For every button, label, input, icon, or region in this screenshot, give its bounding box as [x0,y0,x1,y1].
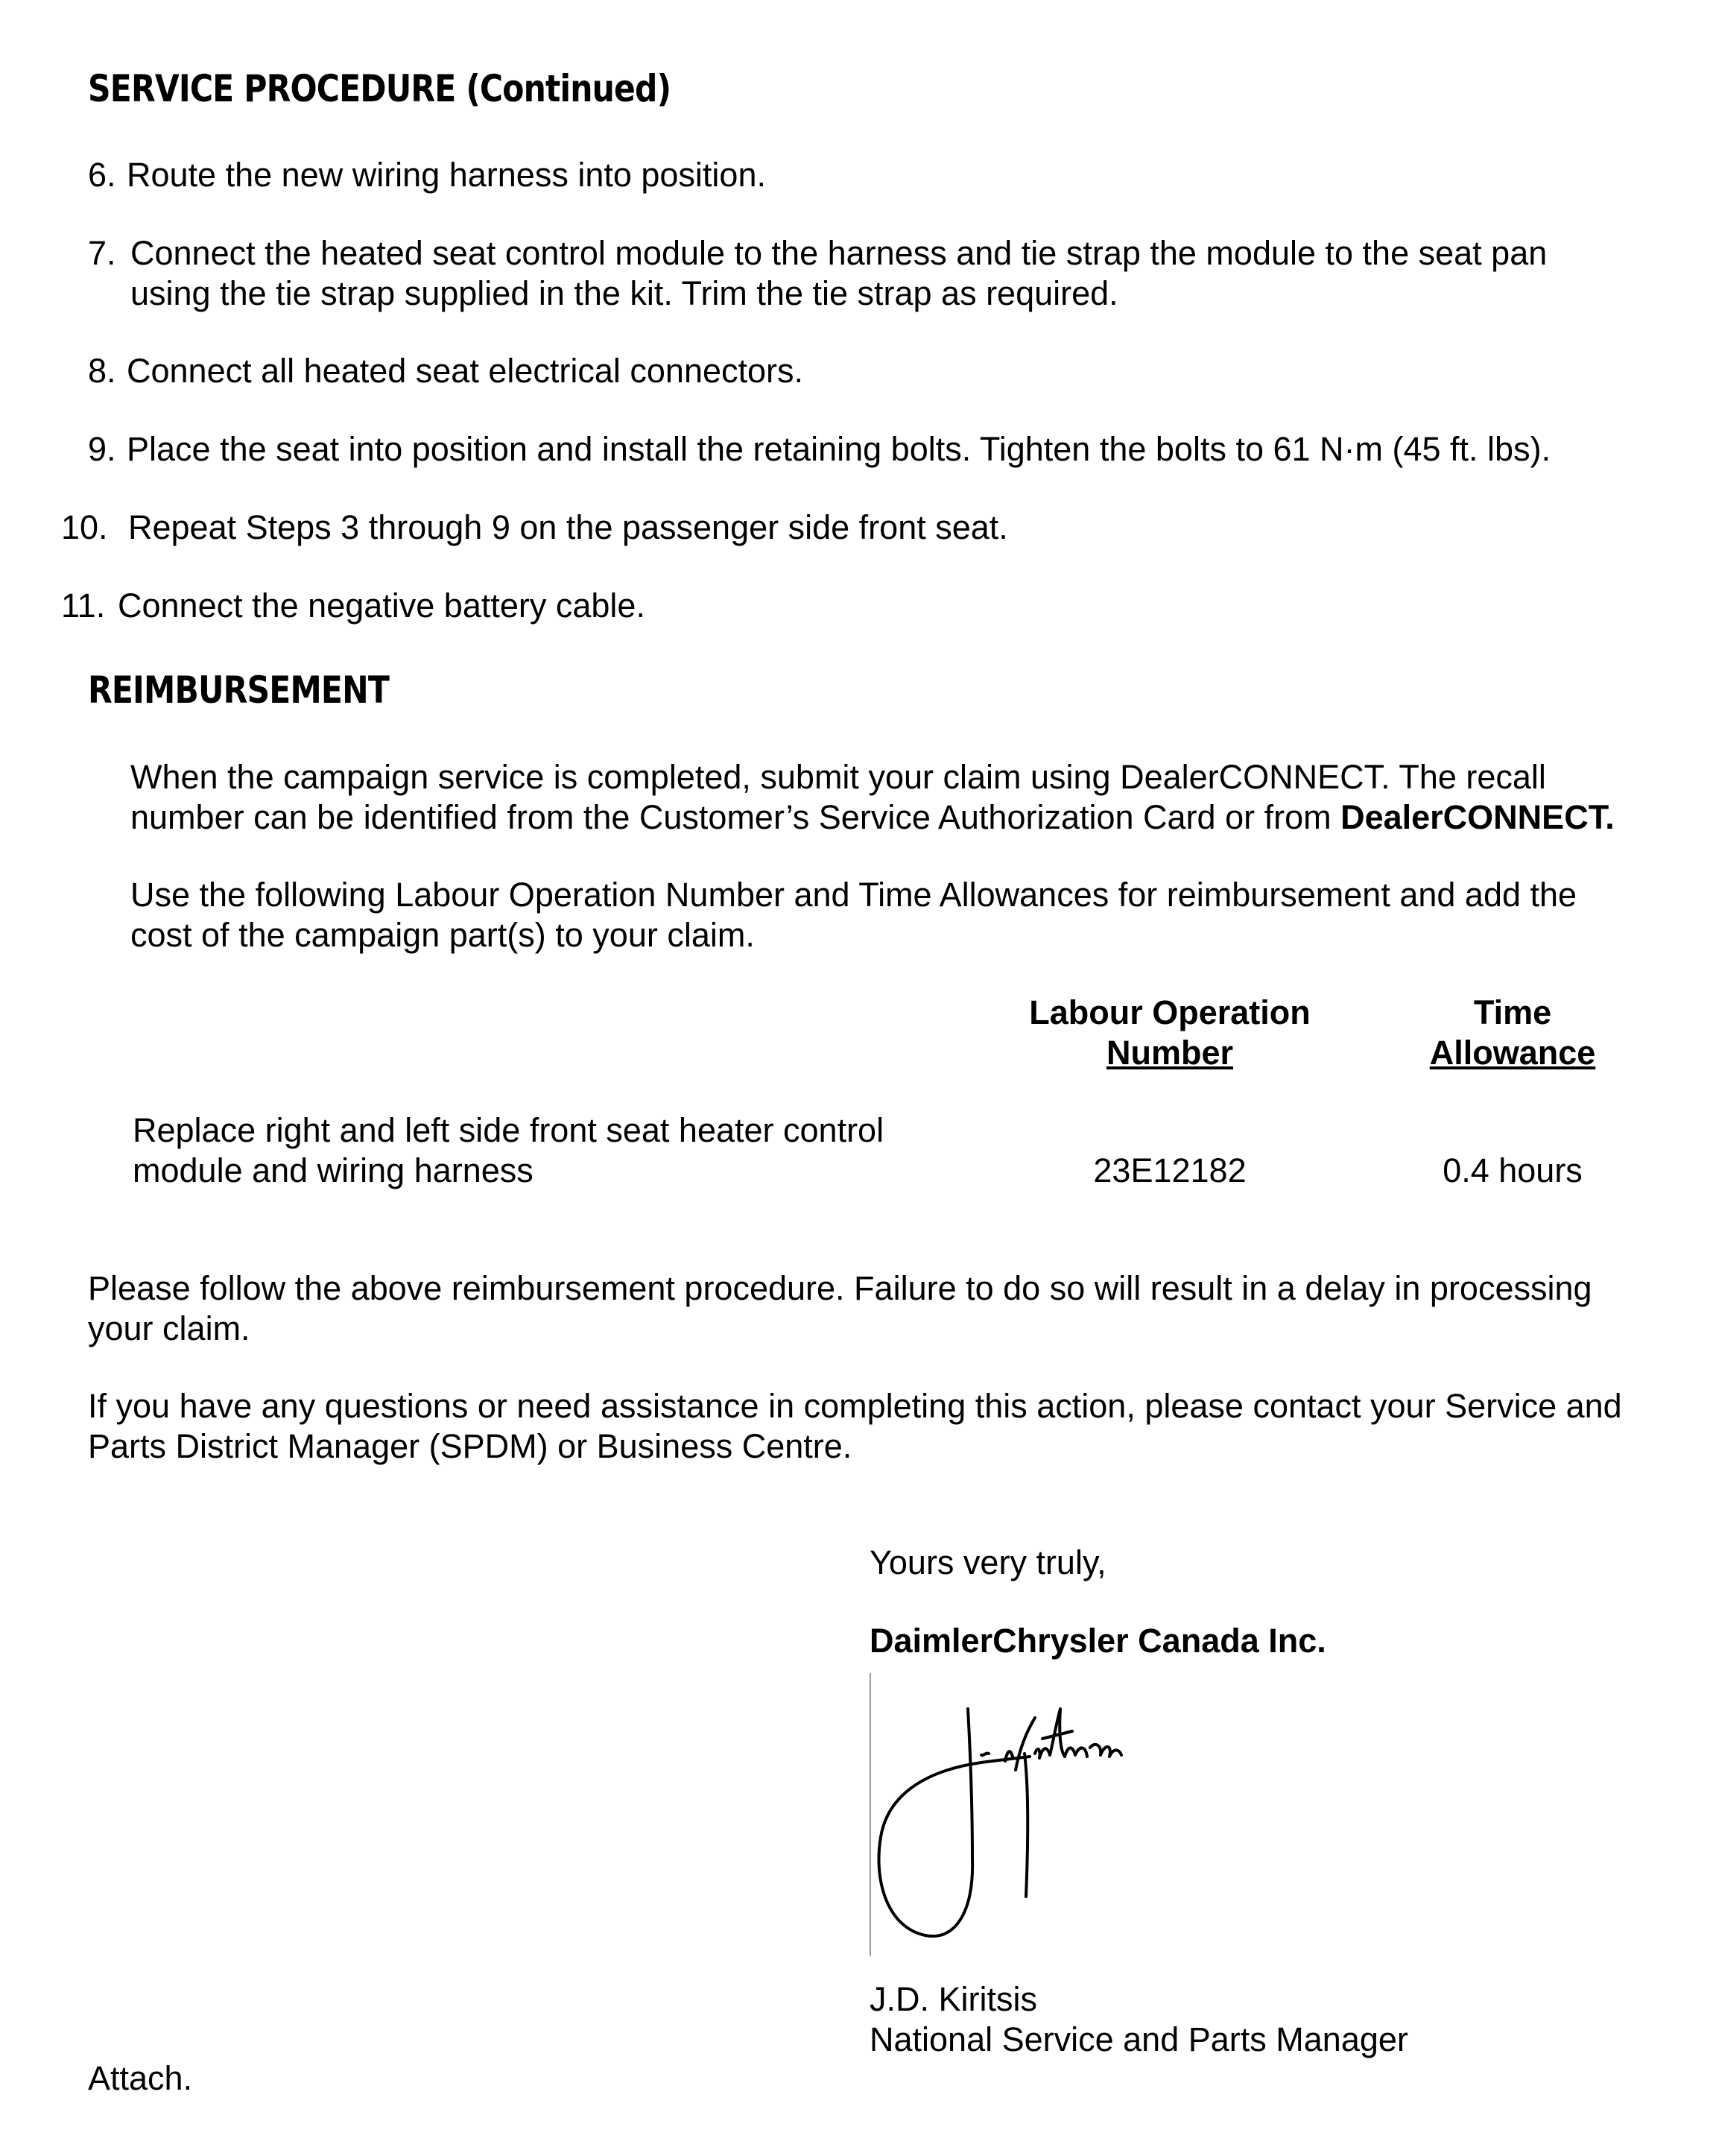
header-line: Labour Operation [1029,993,1311,1031]
step-text: Route the new wiring harness into position. [127,156,766,194]
step-number: 8. [88,352,116,390]
header-line: Number [1106,1034,1234,1072]
paragraph-line: If you have any questions or need assistance in completing this action, please contact your Service and [88,1387,1622,1425]
table-header-time-allowance [1393,993,1632,1073]
step-text: Place the seat into position and install the retaining bolts. Tighten the bolts to 61 N·m (45 ft. lbs). [127,430,1551,468]
header-line: Allowance [1429,1034,1596,1072]
paragraph-line: Use the following Labour Operation Number and Time Allowances for reimbursement and add the [130,876,1577,914]
paragraph-line [130,797,1654,838]
step-text-line: using the tie strap supplied in the kit. Trim the tie strap as required. [130,274,1118,312]
signatory [870,1979,1408,2060]
step-number: 6. [88,156,116,194]
step-text-line: Connect the heated seat control module to the harness and tie strap the module to the seat pan [130,234,1548,272]
step-number: 11. [61,587,106,625]
paragraph-line: Parts District Manager (SPDM) or Business Centre. [88,1427,852,1465]
step-text: Connect the negative battery cable. [118,587,645,625]
dealerconnect-emphasis: DealerCONNECT. [1340,798,1615,836]
paragraph-line: cost of the campaign part(s) to your claim. [130,916,755,954]
section-heading-service-procedure: SERVICE PROCEDURE (Continued) [88,67,671,110]
reimbursement-paragraph [130,757,1654,838]
table-row-description [133,1110,884,1191]
paragraph-line: Please follow the above reimbursement procedure. Failure to do so will result in a delay in processing [88,1269,1592,1307]
signatory-title: National Service and Parts Manager [870,2020,1408,2058]
description-line: Replace right and left side front seat heater control [133,1111,884,1149]
paragraph-text: number can be identified from the Customer’s Service Authorization Card or from [130,798,1341,836]
reimbursement-paragraph [130,875,1654,955]
paragraph-line: When the campaign service is completed, submit your claim using DealerCONNECT. The recall [130,758,1546,796]
salutation: Yours very truly, [870,1543,1106,1581]
step-text [130,233,1654,314]
step-number: 10. [61,508,108,546]
step-text: Connect all heated seat electrical connectors. [127,352,804,390]
table-header-labour-operation [969,993,1371,1073]
step-number: 7. [88,234,116,272]
labour-operation-number: 23E12182 [1093,1151,1247,1189]
header-line: Time [1473,993,1552,1031]
closing-paragraph [88,1386,1654,1467]
closing-paragraph [88,1268,1654,1349]
description-line: module and wiring harness [133,1151,533,1189]
step-number: 9. [88,430,116,468]
attachment-note: Attach. [88,2059,193,2097]
signature-image [870,1673,1153,1956]
paragraph-line: your claim. [88,1309,250,1347]
company-name: DaimlerChrysler Canada Inc. [870,1622,1326,1660]
time-allowance-value: 0.4 hours [1443,1151,1583,1189]
step-text: Repeat Steps 3 through 9 on the passenger side front seat. [128,508,1008,546]
section-heading-reimbursement: REIMBURSEMENT [88,668,389,712]
signatory-name: J.D. Kiritsis [870,1980,1037,2018]
